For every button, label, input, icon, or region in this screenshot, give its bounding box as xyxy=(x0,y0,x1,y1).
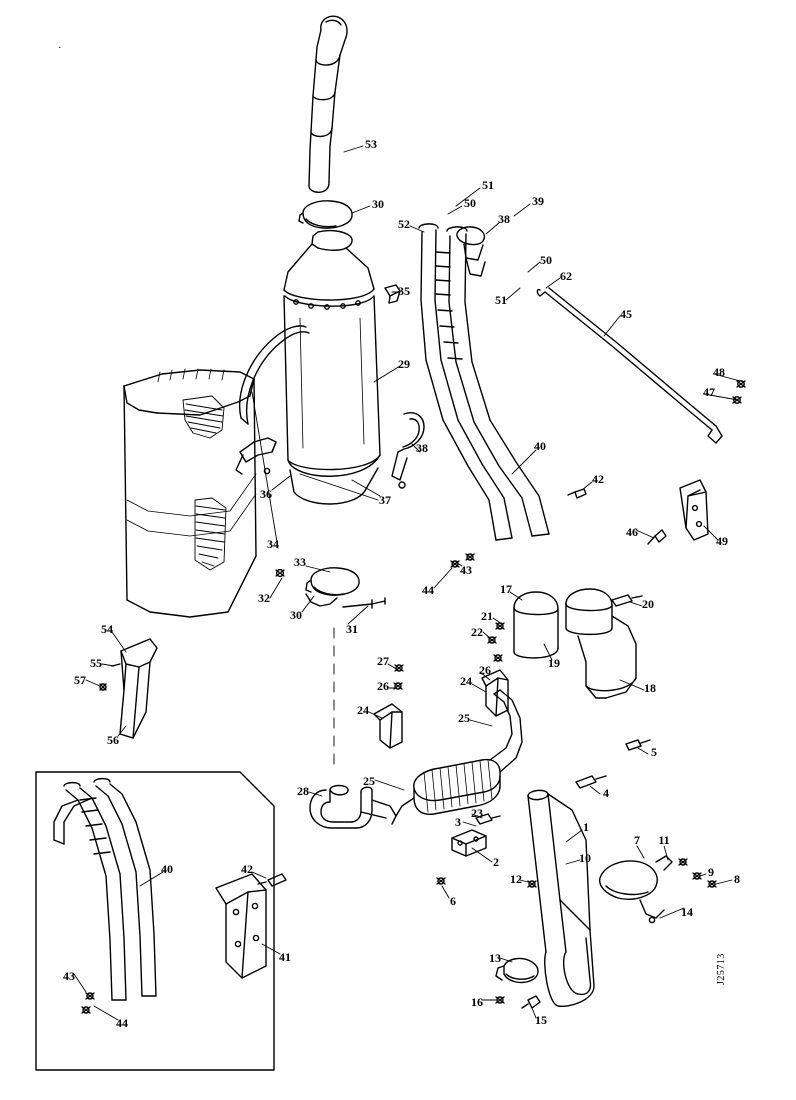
callout-51: 51 xyxy=(495,293,507,307)
callout-27: 27 xyxy=(377,654,389,668)
callout-40: 40 xyxy=(534,439,546,453)
callout-49: 49 xyxy=(716,534,728,548)
callout-42: 42 xyxy=(592,472,604,486)
callout-10: 10 xyxy=(579,851,591,865)
callout-30: 30 xyxy=(290,608,302,622)
callout-37: 37 xyxy=(379,493,391,507)
callout-56: 56 xyxy=(107,733,119,747)
callout-35: 35 xyxy=(398,284,410,298)
callout-44: 44 xyxy=(422,583,434,597)
callout-16: 16 xyxy=(471,995,483,1009)
callout-5: 5 xyxy=(651,745,657,759)
callout-19: 19 xyxy=(548,656,560,670)
callout-62: 62 xyxy=(560,269,572,283)
callout-46: 46 xyxy=(626,525,638,539)
callout-52: 52 xyxy=(398,217,410,231)
callout-48: 48 xyxy=(713,365,725,379)
callout-15: 15 xyxy=(535,1013,547,1027)
callout-43: 43 xyxy=(63,969,75,983)
callout-42: 42 xyxy=(241,862,253,876)
callout-50: 50 xyxy=(540,253,552,267)
callout-4: 4 xyxy=(603,786,609,800)
callout-12: 12 xyxy=(510,872,522,886)
callout-9: 9 xyxy=(708,865,714,879)
callout-39: 39 xyxy=(532,194,544,208)
callout-51: 51 xyxy=(482,178,494,192)
callout-13: 13 xyxy=(489,951,501,965)
callout-57: 57 xyxy=(74,673,86,687)
callout-3: 3 xyxy=(455,815,461,829)
callout-2: 2 xyxy=(493,855,499,869)
callout-22: 22 xyxy=(471,625,483,639)
callout-23: 23 xyxy=(471,806,483,820)
callout-53: 53 xyxy=(365,137,377,151)
callout-29: 29 xyxy=(398,357,410,371)
corner-registration-mark: · xyxy=(58,42,62,54)
callout-33: 33 xyxy=(294,555,306,569)
callout-11: 11 xyxy=(658,833,670,847)
callout-14: 14 xyxy=(681,905,693,919)
callout-38: 38 xyxy=(498,212,510,226)
callout-25: 25 xyxy=(458,711,470,725)
callout-24: 24 xyxy=(357,703,369,717)
callout-18: 18 xyxy=(644,681,656,695)
callout-44: 44 xyxy=(116,1016,128,1030)
callout-31: 31 xyxy=(346,622,358,636)
callout-17: 17 xyxy=(500,582,512,596)
callout-26: 26 xyxy=(377,679,389,693)
callout-28: 28 xyxy=(297,784,309,798)
callout-8: 8 xyxy=(734,872,740,886)
callout-55: 55 xyxy=(90,656,102,670)
callout-36: 36 xyxy=(260,487,272,501)
callout-34: 34 xyxy=(267,537,279,551)
callout-38: 38 xyxy=(416,441,428,455)
callout-47: 47 xyxy=(703,385,715,399)
callout-50: 50 xyxy=(464,196,476,210)
callout-54: 54 xyxy=(101,622,113,636)
callout-32: 32 xyxy=(258,591,270,605)
callout-7: 7 xyxy=(634,833,640,847)
callout-43: 43 xyxy=(460,563,472,577)
callout-25: 25 xyxy=(363,774,375,788)
callout-30: 30 xyxy=(372,197,384,211)
callout-26: 26 xyxy=(479,663,491,677)
callout-21: 21 xyxy=(481,609,493,623)
drawing-code-label: J25713 xyxy=(716,953,727,985)
callout-1: 1 xyxy=(583,820,589,834)
callout-41: 41 xyxy=(279,950,291,964)
callout-6: 6 xyxy=(450,894,456,908)
callout-40: 40 xyxy=(161,862,173,876)
callout-45: 45 xyxy=(620,307,632,321)
callout-24: 24 xyxy=(460,674,472,688)
callout-20: 20 xyxy=(642,597,654,611)
